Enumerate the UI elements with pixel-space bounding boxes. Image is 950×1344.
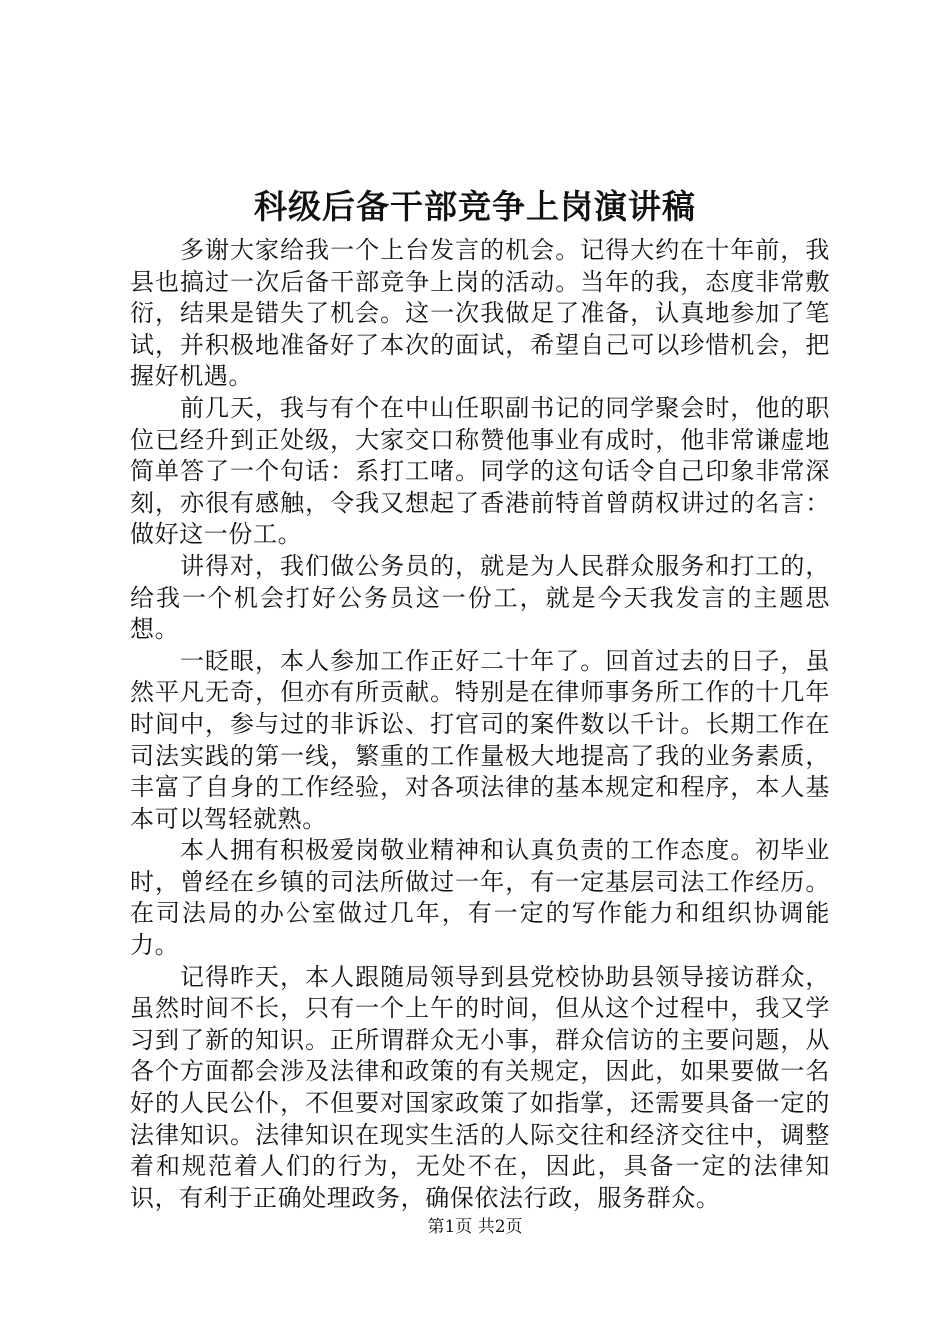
paragraph: 一眨眼，本人参加工作正好二十年了。回首过去的日子，虽然平凡无奇，但亦有所贡献。特别是在律师事务所工作的十几年时间中，参与过的非诉讼、打官司的案件数以千计。长期工作在司法实践的第一线，繁重的工作量极大地提高了我的业务素质，丰富了自身的工作经验，对各项法律的基本规定和程序，本人基本可以驾轻就熟。: [130, 646, 830, 833]
paragraph: 讲得对，我们做公务员的，就是为人民群众服务和打工的，给我一个机会打好公务员这一份工，就是今天我发言的主题思想。: [130, 551, 830, 644]
paragraph: 多谢大家给我一个上台发言的机会。记得大约在十年前，我县也搞过一次后备干部竞争上岗的活动。当年的我，态度非常敷衍，结果是错失了机会。这一次我做足了准备，认真地参加了笔试，并积极地准备好了本次的面试，希望自己可以珍惜机会，把握好机遇。: [130, 236, 830, 391]
document-title: 科级后备干部竞争上岗演讲稿: [254, 187, 696, 226]
document-body: [130, 235, 830, 1214]
paragraph: 本人拥有积极爱岗敬业精神和认真负责的工作态度。初毕业时，曾经在乡镇的司法所做过一年，有一定基层司法工作经历。在司法局的办公室做过几年，有一定的写作能力和组织协调能力。: [130, 836, 830, 960]
paragraph: 前几天，我与有个在中山任职副书记的同学聚会时，他的职位已经升到正处级，大家交口称赞他事业有成时，他非常谦虚地简单答了一个句话：系打工啫。同学的这句话令自己印象非常深刻，亦很有感触，令我又想起了香港前特首曾荫权讲过的名言：做好这一份工。: [130, 393, 830, 549]
paragraph: 记得昨天，本人跟随局领导到县党校协助县领导接访群众，虽然时间不长，只有一个上午的时间，但从这个过程中，我又学习到了新的知识。正所谓群众无小事，群众信访的主要问题，从各个方面都会涉及法律和政策的有关规定，因此，如果要做一名好的人民公仆，不但要对国家政策了如指掌，还需要具备一定的法律知识。法律知识在现实生活的人际交往和经济交往中，调整着和规范着人们的行为，无处不在，因此，具备一定的法律知识，有利于正确处理政务，确保依法行政，服务群众。: [130, 962, 830, 1212]
page-number-footer: 第1页 共2页: [427, 1217, 523, 1237]
